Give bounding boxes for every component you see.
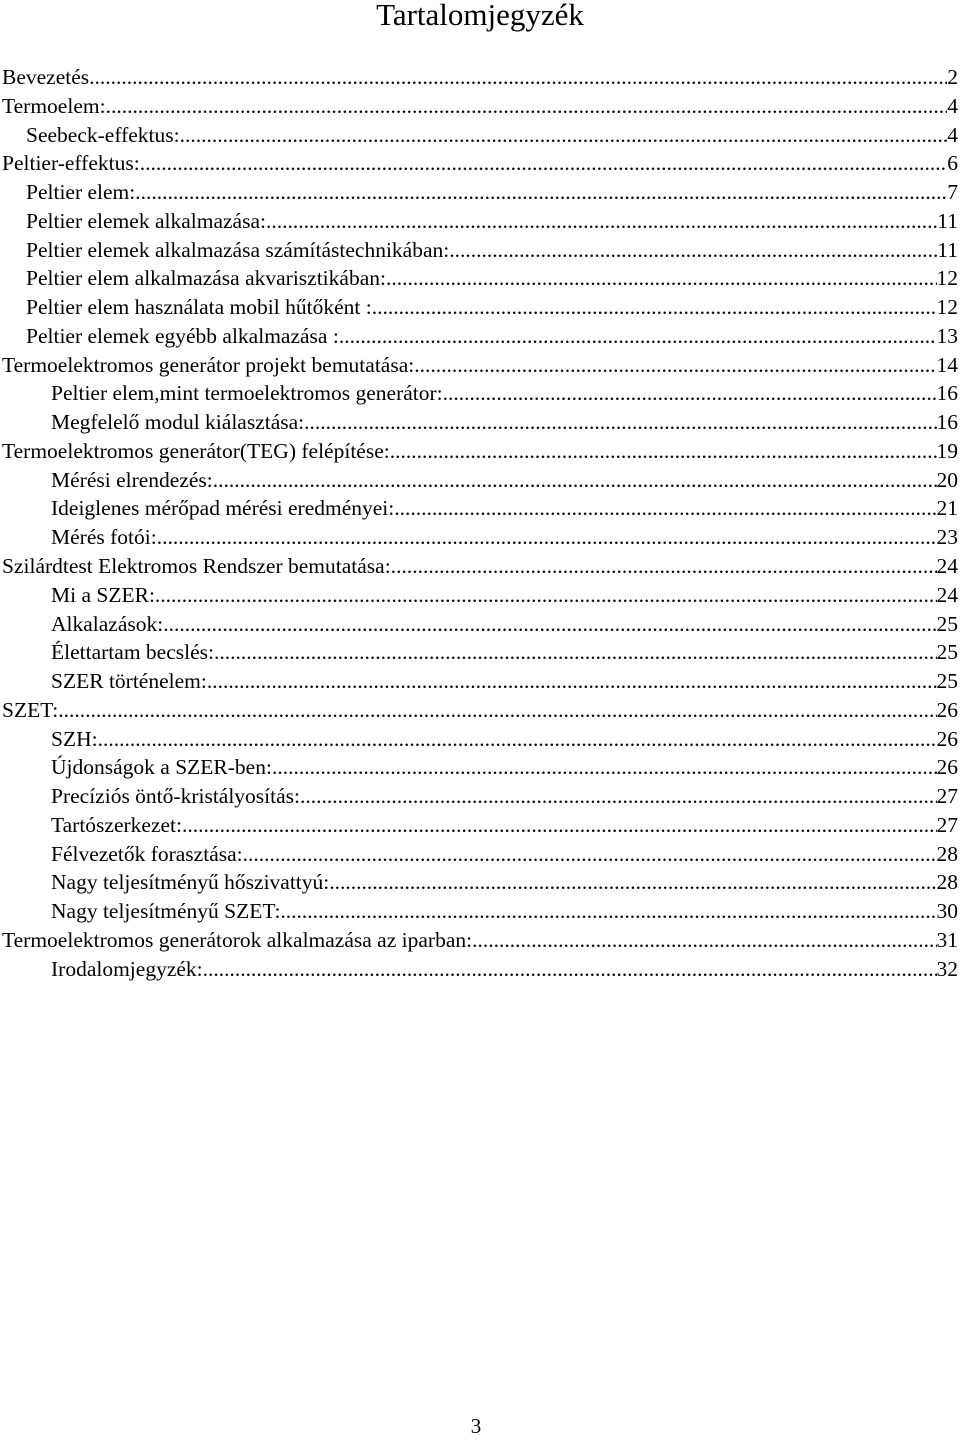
- toc-entry[interactable]: [0, 523, 960, 552]
- toc-entry-page: 4: [947, 93, 958, 118]
- toc-entry-label: SZET:: [2, 697, 59, 722]
- toc-entry-page: 12: [936, 295, 958, 320]
- toc-entry[interactable]: [0, 725, 960, 754]
- toc-entry[interactable]: [0, 638, 960, 667]
- page-title: Tartalomjegyzék: [376, 0, 584, 32]
- toc-entry-line: [2, 437, 960, 466]
- toc-entry-page: 28: [936, 870, 958, 895]
- toc-entry[interactable]: [0, 236, 960, 265]
- toc-entry-label: Termoelem:: [2, 93, 106, 118]
- toc-entry-label: Nagy teljesítményű SZET:: [51, 899, 281, 924]
- toc-dot-leader: [89, 63, 947, 92]
- toc-entry-line: [2, 149, 960, 178]
- toc-entry-label: Ideiglenes mérőpad mérési eredményei:: [51, 496, 395, 521]
- toc-entry-page: 25: [936, 640, 958, 665]
- toc-dot-leader: [182, 811, 937, 840]
- toc-entry-line: [51, 638, 960, 667]
- toc-entry[interactable]: [0, 667, 960, 696]
- toc-entry-line: [2, 926, 960, 955]
- toc-entry-line: [2, 351, 960, 380]
- toc-entry-page: 11: [937, 237, 958, 262]
- toc-entry-line: [26, 207, 960, 236]
- toc-entry-label: Bevezetés: [2, 65, 90, 89]
- toc-entry-line: [26, 322, 960, 351]
- toc-entry-page: 31: [936, 927, 958, 952]
- toc-entry[interactable]: [0, 840, 960, 869]
- toc-entry[interactable]: [0, 811, 960, 840]
- toc-entry-line: [51, 581, 960, 610]
- toc-entry-line: [51, 667, 960, 696]
- toc-entry-page: 4: [947, 122, 958, 147]
- toc-entry-label: Irodalomjegyzék:: [51, 956, 203, 981]
- toc-entry[interactable]: [0, 207, 960, 236]
- toc-entry-label: Peltier elem használata mobil hűtőként :: [26, 295, 372, 320]
- toc-entry-page: 20: [936, 467, 958, 492]
- toc-entry-label: Megfelelő modul kiálasztása:: [51, 410, 305, 435]
- toc-dot-leader: [339, 322, 937, 351]
- toc-entry-label: Termoelektromos generátor(TEG) felépítése:: [2, 438, 390, 463]
- toc-dot-leader: [106, 92, 948, 121]
- toc-dot-leader: [391, 552, 937, 581]
- toc-entry-page: 25: [936, 669, 958, 694]
- toc-entry[interactable]: [0, 149, 960, 178]
- toc-entry-page: 2: [947, 65, 958, 89]
- toc-entry[interactable]: [0, 581, 960, 610]
- toc-entry-label: SZH:: [51, 726, 98, 751]
- toc-entry[interactable]: [0, 753, 960, 782]
- toc-entry-line: [51, 379, 960, 408]
- toc-entry-label: Mi a SZER:: [51, 582, 155, 607]
- toc-entry-label: Peltier elemek alkalmazása:: [26, 208, 266, 233]
- toc-entry-page: 26: [936, 697, 958, 722]
- toc-entry-line: [51, 868, 960, 897]
- toc-entry-page: 26: [936, 726, 958, 751]
- toc-dot-leader: [214, 638, 937, 667]
- toc-entry-line: [51, 782, 960, 811]
- toc-dot-leader: [390, 437, 937, 466]
- toc-entry[interactable]: [0, 264, 960, 293]
- toc-dot-leader: [213, 466, 937, 495]
- toc-entry-line: [26, 178, 960, 207]
- toc-entry-page: 27: [936, 812, 958, 837]
- toc-entry-page: 26: [936, 755, 958, 780]
- toc-entry-line: [51, 610, 960, 639]
- toc-dot-leader: [203, 955, 937, 984]
- toc-entry[interactable]: [0, 92, 960, 121]
- toc-entry-label: Mérési elrendezés:: [51, 467, 213, 492]
- toc-entry-line: [51, 494, 960, 523]
- toc-entry-label: Félvezetők forasztása:: [51, 841, 243, 866]
- toc-entry-page: 11: [937, 208, 958, 233]
- toc-entry-label: Szilárdtest Elektromos Rendszer bemutatása:: [2, 554, 391, 579]
- toc-entry[interactable]: [0, 121, 960, 150]
- toc-entry-page: 13: [936, 323, 958, 348]
- toc-entry-line: [26, 293, 960, 322]
- toc-entry-line: [2, 92, 960, 121]
- toc-entry[interactable]: [0, 897, 960, 926]
- toc-entry-label: Termoelektromos generátorok alkalmazása az iparban:: [2, 927, 473, 952]
- toc-entry-label: Mérés fotói:: [51, 525, 157, 550]
- toc-dot-leader: [394, 494, 936, 523]
- toc-entry[interactable]: [0, 926, 960, 955]
- toc-entry[interactable]: [0, 610, 960, 639]
- toc-dot-leader: [266, 207, 937, 236]
- toc-dot-leader: [243, 840, 937, 869]
- toc-dot-leader: [98, 725, 937, 754]
- toc-entry-line: [2, 552, 960, 581]
- toc-entry[interactable]: [0, 293, 960, 322]
- toc-entry-line: [51, 408, 960, 437]
- toc-entry-label: Peltier elem alkalmazása akvarisztikában:: [26, 266, 386, 291]
- toc-entry-label: Termoelektromos generátor projekt bemutatása:: [2, 352, 415, 377]
- toc-entry[interactable]: [0, 466, 960, 495]
- toc-entry-line: [2, 63, 960, 92]
- toc-entry-label: Élettartam becslés:: [51, 640, 214, 665]
- toc-entry-label: Precíziós öntő-kristályosítás:: [51, 784, 301, 809]
- toc-dot-leader: [135, 178, 947, 207]
- toc-dot-leader: [280, 897, 936, 926]
- toc-dot-leader: [443, 379, 937, 408]
- toc-dot-leader: [304, 408, 936, 437]
- table-of-contents: [0, 63, 960, 984]
- toc-entry[interactable]: [0, 379, 960, 408]
- toc-dot-leader: [386, 264, 937, 293]
- toc-entry-label: Peltier elem:: [26, 180, 136, 205]
- toc-entry-label: SZER történelem:: [51, 669, 207, 694]
- toc-entry-page: 32: [936, 956, 958, 981]
- toc-entry-line: [51, 811, 960, 840]
- toc-entry-page: 27: [936, 784, 958, 809]
- toc-entry-line: [26, 236, 960, 265]
- toc-entry-page: 21: [936, 496, 958, 521]
- toc-entry-line: [51, 523, 960, 552]
- toc-dot-leader: [329, 868, 936, 897]
- toc-entry-line: [51, 725, 960, 754]
- toc-entry-line: [2, 696, 960, 725]
- toc-entry-line: [51, 753, 960, 782]
- toc-entry-label: Újdonságok a SZER-ben:: [51, 755, 272, 780]
- toc-entry-page: 16: [936, 410, 958, 435]
- toc-entry-page: 7: [947, 180, 958, 205]
- toc-dot-leader: [163, 610, 936, 639]
- toc-entry-line: [26, 264, 960, 293]
- toc-dot-leader: [180, 121, 948, 150]
- toc-entry-page: 24: [936, 582, 958, 607]
- toc-entry-page: 28: [936, 841, 958, 866]
- toc-entry-page: 24: [936, 554, 958, 579]
- page-number: 3: [470, 1414, 482, 1438]
- toc-entry[interactable]: [0, 868, 960, 897]
- toc-dot-leader: [58, 696, 936, 725]
- toc-entry[interactable]: [0, 178, 960, 207]
- toc-entry[interactable]: [0, 437, 960, 466]
- toc-dot-leader: [155, 581, 937, 610]
- toc-entry[interactable]: [0, 955, 960, 984]
- toc-dot-leader: [207, 667, 937, 696]
- toc-entry-label: Nagy teljesítményű hőszivattyú:: [51, 870, 330, 895]
- toc-entry[interactable]: [0, 351, 960, 380]
- toc-entry[interactable]: [0, 494, 960, 523]
- toc-dot-leader: [157, 523, 937, 552]
- toc-dot-leader: [372, 293, 937, 322]
- toc-entry-line: [26, 121, 960, 150]
- toc-entry-page: 16: [936, 381, 958, 406]
- toc-entry-line: [51, 897, 960, 926]
- toc-entry-line: [51, 466, 960, 495]
- toc-entry-page: 23: [936, 525, 958, 550]
- toc-entry-line: [51, 840, 960, 869]
- toc-entry[interactable]: [0, 782, 960, 811]
- toc-entry-label: Peltier elemek egyébb alkalmazása :: [26, 323, 339, 348]
- toc-dot-leader: [272, 753, 937, 782]
- toc-dot-leader: [449, 236, 937, 265]
- toc-entry-page: 19: [936, 438, 958, 463]
- toc-entry-label: Tartószerkezet:: [51, 812, 182, 837]
- toc-dot-leader: [472, 926, 936, 955]
- toc-entry-label: Peltier-effektus:: [2, 151, 140, 176]
- toc-entry-label: Seebeck-effektus:: [26, 122, 180, 147]
- toc-entry[interactable]: [0, 408, 960, 437]
- toc-dot-leader: [414, 351, 936, 380]
- toc-entry-line: [51, 955, 960, 984]
- toc-entry-label: Alkalazások:: [51, 611, 164, 636]
- toc-entry-page: 6: [947, 151, 958, 176]
- toc-dot-leader: [300, 782, 936, 811]
- toc-entry[interactable]: [0, 696, 960, 725]
- toc-entry[interactable]: [0, 322, 960, 351]
- toc-entry-page: 14: [936, 352, 958, 377]
- toc-entry-label: Peltier elem,mint termoelektromos generátor:: [51, 381, 443, 406]
- toc-dot-leader: [140, 149, 948, 178]
- toc-entry-page: 25: [936, 611, 958, 636]
- toc-entry[interactable]: [0, 63, 960, 92]
- toc-entry-page: 30: [936, 899, 958, 924]
- toc-entry-label: Peltier elemek alkalmazása számítástechnikában:: [26, 237, 450, 262]
- toc-entry-page: 12: [936, 266, 958, 291]
- toc-entry[interactable]: [0, 552, 960, 581]
